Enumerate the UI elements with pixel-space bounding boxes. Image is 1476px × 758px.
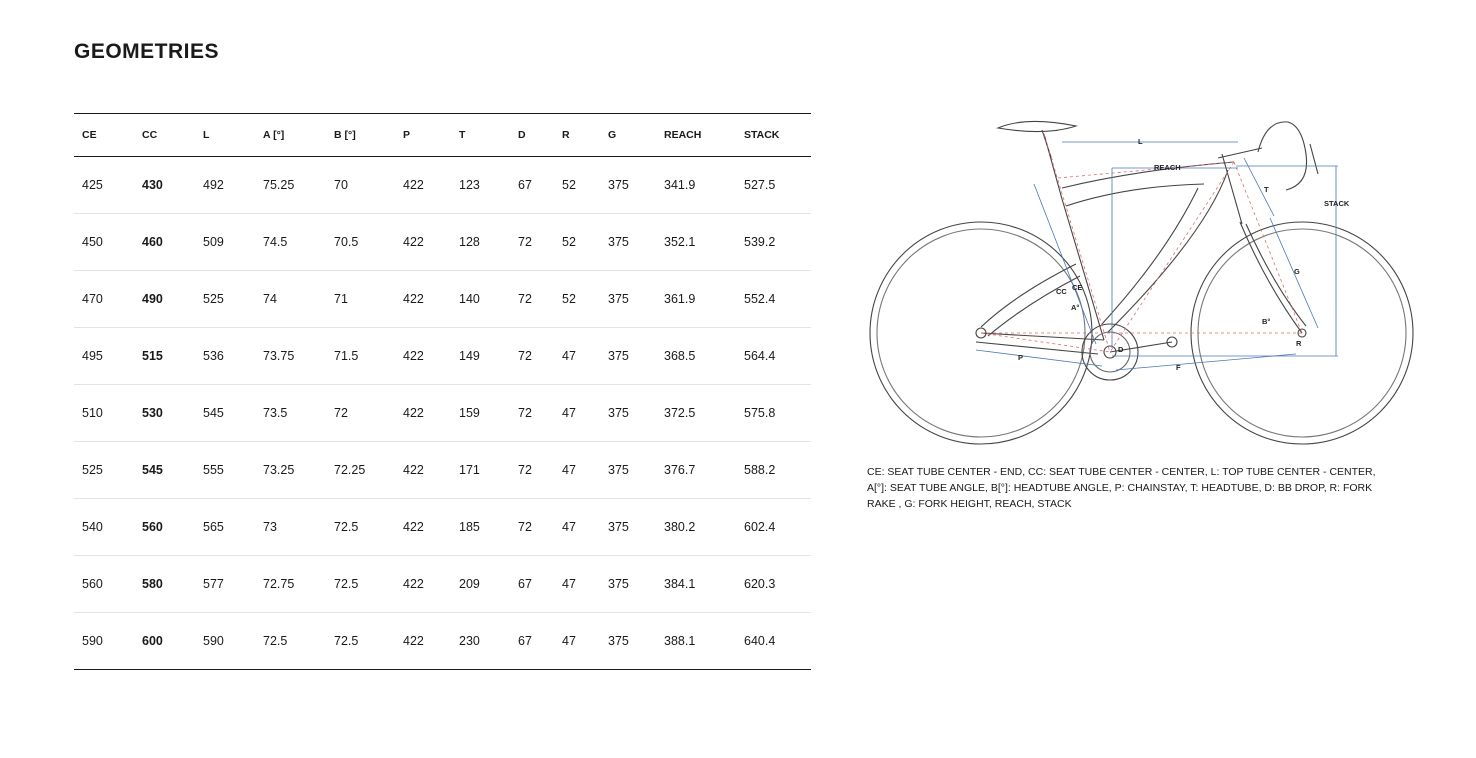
- column-header: CE: [74, 114, 134, 157]
- table-cell: 159: [451, 385, 510, 442]
- table-row: [74, 499, 811, 556]
- table-cell: 70.5: [326, 214, 395, 271]
- table-cell: 47: [554, 499, 600, 556]
- label-cc: CC: [1056, 287, 1067, 296]
- table-cell: 72: [510, 271, 554, 328]
- table-cell: 375: [600, 157, 656, 214]
- table-cell: 590: [74, 613, 134, 670]
- table-cell: 590: [195, 613, 255, 670]
- label-g: G: [1294, 267, 1300, 276]
- table-cell: 375: [600, 214, 656, 271]
- table-cell: 47: [554, 328, 600, 385]
- label-stack: STACK: [1324, 199, 1350, 208]
- table-cell: 52: [554, 271, 600, 328]
- table-cell: 368.5: [656, 328, 736, 385]
- table-cell: 372.5: [656, 385, 736, 442]
- table-cell: 525: [195, 271, 255, 328]
- column-header: REACH: [656, 114, 736, 157]
- table-cell: 588.2: [736, 442, 811, 499]
- table-cell: 430: [134, 157, 195, 214]
- table-cell: 123: [451, 157, 510, 214]
- top-tube: [1062, 162, 1234, 188]
- table-cell: 545: [134, 442, 195, 499]
- table-cell: 388.1: [656, 613, 736, 670]
- table-cell: 47: [554, 442, 600, 499]
- table-cell: 560: [74, 556, 134, 613]
- table-cell: 209: [451, 556, 510, 613]
- table-cell: 425: [74, 157, 134, 214]
- table-cell: 539.2: [736, 214, 811, 271]
- table-cell: 575.8: [736, 385, 811, 442]
- column-header: R: [554, 114, 600, 157]
- table-cell: 515: [134, 328, 195, 385]
- table-cell: 72: [510, 328, 554, 385]
- label-l: L: [1138, 137, 1143, 146]
- table-cell: 74: [255, 271, 326, 328]
- table-cell: 73.25: [255, 442, 326, 499]
- table-cell: 376.7: [656, 442, 736, 499]
- table-cell: 75.25: [255, 157, 326, 214]
- column-header: P: [395, 114, 451, 157]
- label-r: R: [1296, 339, 1302, 348]
- table-cell: 67: [510, 556, 554, 613]
- table-cell: 555: [195, 442, 255, 499]
- table-cell: 495: [74, 328, 134, 385]
- stem: [1218, 148, 1262, 158]
- table-cell: 640.4: [736, 613, 811, 670]
- table-cell: 422: [395, 556, 451, 613]
- seatstay-lower: [988, 276, 1083, 336]
- table-cell: 600: [134, 613, 195, 670]
- column-header: A [°]: [255, 114, 326, 157]
- table-cell: 490: [134, 271, 195, 328]
- down-tube-inner: [1102, 188, 1198, 324]
- table-cell: 509: [195, 214, 255, 271]
- table-cell: 72: [510, 442, 554, 499]
- table-cell: 52: [554, 157, 600, 214]
- column-header: L: [195, 114, 255, 157]
- table-cell: 422: [395, 214, 451, 271]
- table-cell: 527.5: [736, 157, 811, 214]
- table-cell: 375: [600, 385, 656, 442]
- table-cell: 72.5: [326, 499, 395, 556]
- table-row: [74, 328, 811, 385]
- table-cell: 149: [451, 328, 510, 385]
- table-row: [74, 613, 811, 670]
- table-cell: 620.3: [736, 556, 811, 613]
- table-cell: 375: [600, 499, 656, 556]
- column-header: B [°]: [326, 114, 395, 157]
- table-cell: 352.1: [656, 214, 736, 271]
- table-cell: 552.4: [736, 271, 811, 328]
- table-cell: 384.1: [656, 556, 736, 613]
- table-cell: 375: [600, 328, 656, 385]
- table-cell: 422: [395, 157, 451, 214]
- column-header: T: [451, 114, 510, 157]
- table-cell: 140: [451, 271, 510, 328]
- table-cell: 375: [600, 613, 656, 670]
- table-row: [74, 442, 811, 499]
- table-row: [74, 214, 811, 271]
- column-header: CC: [134, 114, 195, 157]
- table-cell: 52: [554, 214, 600, 271]
- label-t: T: [1264, 185, 1269, 194]
- table-header-row: [74, 114, 811, 157]
- table-cell: 565: [195, 499, 255, 556]
- table-cell: 72.25: [326, 442, 395, 499]
- table-cell: 560: [134, 499, 195, 556]
- table-cell: 171: [451, 442, 510, 499]
- table-cell: 510: [74, 385, 134, 442]
- table-cell: 422: [395, 499, 451, 556]
- table-row: [74, 556, 811, 613]
- table-cell: 71: [326, 271, 395, 328]
- table-cell: 375: [600, 556, 656, 613]
- table-cell: 71.5: [326, 328, 395, 385]
- table-cell: 72: [510, 385, 554, 442]
- table-cell: 72.5: [255, 613, 326, 670]
- column-header: D: [510, 114, 554, 157]
- table-cell: 422: [395, 328, 451, 385]
- table-cell: 47: [554, 556, 600, 613]
- down-tube: [1108, 170, 1228, 332]
- fork: [1240, 222, 1302, 333]
- label-b: B°: [1262, 317, 1271, 326]
- label-d: D: [1118, 345, 1124, 354]
- label-p: P: [1018, 353, 1024, 362]
- table-cell: 72: [510, 499, 554, 556]
- brake-lever: [1310, 144, 1318, 174]
- seat-post: [1042, 130, 1052, 160]
- table-cell: 460: [134, 214, 195, 271]
- table-cell: 67: [510, 613, 554, 670]
- label-ce: CE: [1072, 283, 1083, 292]
- table-cell: 422: [395, 613, 451, 670]
- label-a: A°: [1071, 303, 1080, 312]
- table-cell: 74.5: [255, 214, 326, 271]
- table-cell: 422: [395, 271, 451, 328]
- construction-line-top: [1058, 162, 1234, 178]
- table-cell: 492: [195, 157, 255, 214]
- table-cell: 72.5: [326, 556, 395, 613]
- construction-line-seat: [1044, 134, 1110, 352]
- table-cell: 72: [326, 385, 395, 442]
- column-header: G: [600, 114, 656, 157]
- geometry-legend-caption: CE: SEAT TUBE CENTER - END, CC: SEAT TUBE CENTER - CENTER, L: TOP TUBE CENTER - CENTER, A[°]: SEAT TUBE ANGLE, B[°]: HEADTUBE ANGLE, P: CHAINSTAY, T: HEADTUBE, D: BB DROP, R: FORK RAKE , G: FORK HEIGHT, REACH, STACK: [867, 466, 1376, 510]
- dim-line-t: [1244, 158, 1274, 216]
- column-header: STACK: [736, 114, 811, 157]
- table-cell: 375: [600, 442, 656, 499]
- table-cell: 577: [195, 556, 255, 613]
- table-cell: 341.9: [656, 157, 736, 214]
- table-cell: 47: [554, 613, 600, 670]
- table-cell: 470: [74, 271, 134, 328]
- table-body: [74, 157, 811, 670]
- table-cell: 545: [195, 385, 255, 442]
- bike-geometry-diagram: [866, 114, 1416, 448]
- table-cell: 73.5: [255, 385, 326, 442]
- table-cell: 525: [74, 442, 134, 499]
- table-cell: 602.4: [736, 499, 811, 556]
- table-cell: 450: [74, 214, 134, 271]
- table-row: [74, 157, 811, 214]
- table-row: [74, 385, 811, 442]
- table-cell: 530: [134, 385, 195, 442]
- table-cell: 73.75: [255, 328, 326, 385]
- table-cell: 72.5: [326, 613, 395, 670]
- table-cell: 128: [451, 214, 510, 271]
- table-cell: 47: [554, 385, 600, 442]
- table-cell: 185: [451, 499, 510, 556]
- geometry-table: [74, 113, 811, 670]
- table-cell: 380.2: [656, 499, 736, 556]
- page-title: GEOMETRIES: [74, 40, 220, 63]
- table-cell: 70: [326, 157, 395, 214]
- head-tube: [1222, 154, 1242, 224]
- table-cell: 580: [134, 556, 195, 613]
- table-cell: 72.75: [255, 556, 326, 613]
- label-reach: REACH: [1154, 163, 1181, 172]
- table-cell: 72: [510, 214, 554, 271]
- handlebar: [1258, 122, 1307, 190]
- table-cell: 536: [195, 328, 255, 385]
- top-tube-lower: [1066, 184, 1204, 206]
- table-cell: 375: [600, 271, 656, 328]
- table-cell: 540: [74, 499, 134, 556]
- table-cell: 422: [395, 385, 451, 442]
- table-cell: 230: [451, 613, 510, 670]
- label-f: F: [1176, 363, 1181, 372]
- saddle: [998, 121, 1076, 131]
- table-cell: 73: [255, 499, 326, 556]
- table-cell: 67: [510, 157, 554, 214]
- table-cell: 361.9: [656, 271, 736, 328]
- table-row: [74, 271, 811, 328]
- table-cell: 422: [395, 442, 451, 499]
- table-cell: 564.4: [736, 328, 811, 385]
